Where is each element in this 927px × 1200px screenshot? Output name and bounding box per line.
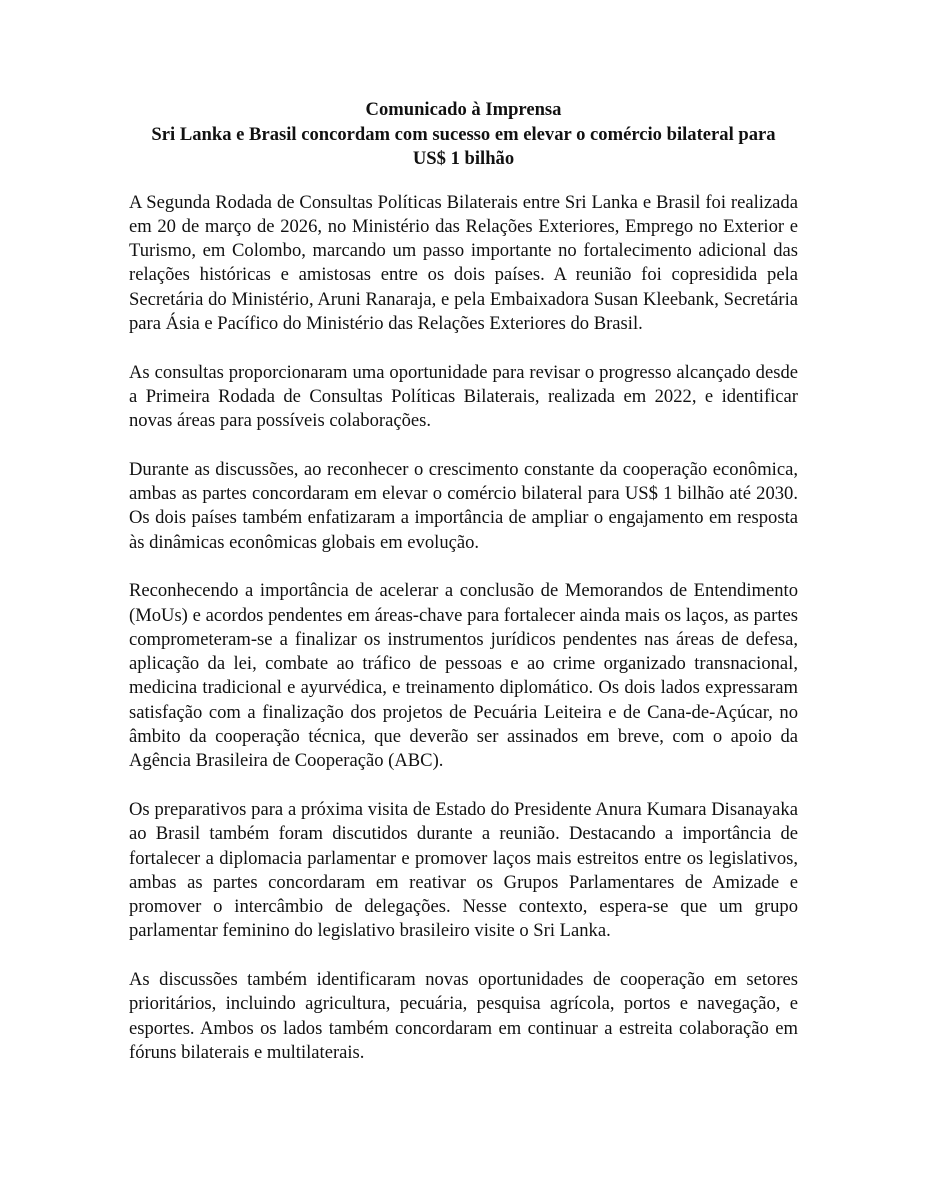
paragraph-progress-review: As consultas proporcionaram uma oportunidade para revisar o progresso alcançado desde a Primeira Rodada de Consultas Políticas Bilaterais, realizada em 2022, e identificar novas áreas para possíveis colaborações. xyxy=(129,361,798,432)
paragraph-trade-target: Durante as discussões, ao reconhecer o crescimento constante da cooperação econômica, ambas as partes concordaram em elevar o comércio bilateral para US$ 1 bilhão até 2030. Os dois países também enfatizaram a importância de ampliar o engajamento em resposta às dinâmicas econômicas globais em evolução. xyxy=(129,458,798,553)
document-title: Sri Lanka e Brasil concordam com sucesso em elevar o comércio bilateral para xyxy=(151,123,776,145)
paragraph-new-opportunities: As discussões também identificaram novas oportunidades de cooperação em setores prioritários, incluindo agricultura, pecuária, pesquisa agrícola, portos e navegação, e esportes. Ambos os lados também concordaram em continuar a estreita colaboração em fóruns bilaterais e multilaterais. xyxy=(129,969,798,1063)
paragraph-mous-agreements: Reconhecendo a importância de acelerar a conclusão de Memorandos de Entendimento (MoUs) e acordos pendentes em áreas-chave para fortalecer ainda mais os laços, as partes comprometeram-se a finalizar os instrumentos jurídicos pendentes nas áreas de defesa, aplicação da lei, combate ao tráfico de pessoas e ao crime organizado transnacional, medicina tradicional e ayurvédica, e treinamento diplomático. Os dois lados expressaram satisfação com a finalização dos projetos de Pecuária Leiteira e de Cana-de-Açúcar, no âmbito da cooperação técnica, que deverão ser assinados em breve, com o apoio da Agência Brasileira de Cooperação (ABC). xyxy=(129,580,798,772)
document-label: Comunicado à Imprensa xyxy=(365,99,562,120)
paragraph-consultations-intro: A Segunda Rodada de Consultas Políticas Bilaterais entre Sri Lanka e Brasil foi realizada em 20 de março de 2026, no Ministério das Relações Exteriores, Emprego no Exterior e Turismo, em Colombo, marcando um passo importante no fortalecimento adicional das relações históricas e amistosas entre os dois países. A reunião foi copresidida pela Secretária do Ministério, Aruni Ranaraja, e pela Embaixadora Susan Kleebank, Secretária para Ásia e Pacífico do Ministério das Relações Exteriores do Brasil. xyxy=(129,191,798,334)
document-heading xyxy=(129,98,798,172)
document-title-continued: US$ 1 bilhão xyxy=(412,148,515,169)
paragraph-state-visit: Os preparativos para a próxima visita de Estado do Presidente Anura Kumara Disanayaka ao Brasil também foram discutidos durante a reunião. Destacando a importância de fortalecer a diplomacia parlamentar e promover laços mais estreitos entre os legislativos, ambas as partes concordaram em reativar os Grupos Parlamentares de Amizade e promover o intercâmbio de delegações. Nesse contexto, espera-se que um grupo parlamentar feminino do legislativo brasileiro visite o Sri Lanka. xyxy=(129,798,798,942)
press-release-page xyxy=(129,98,798,1089)
